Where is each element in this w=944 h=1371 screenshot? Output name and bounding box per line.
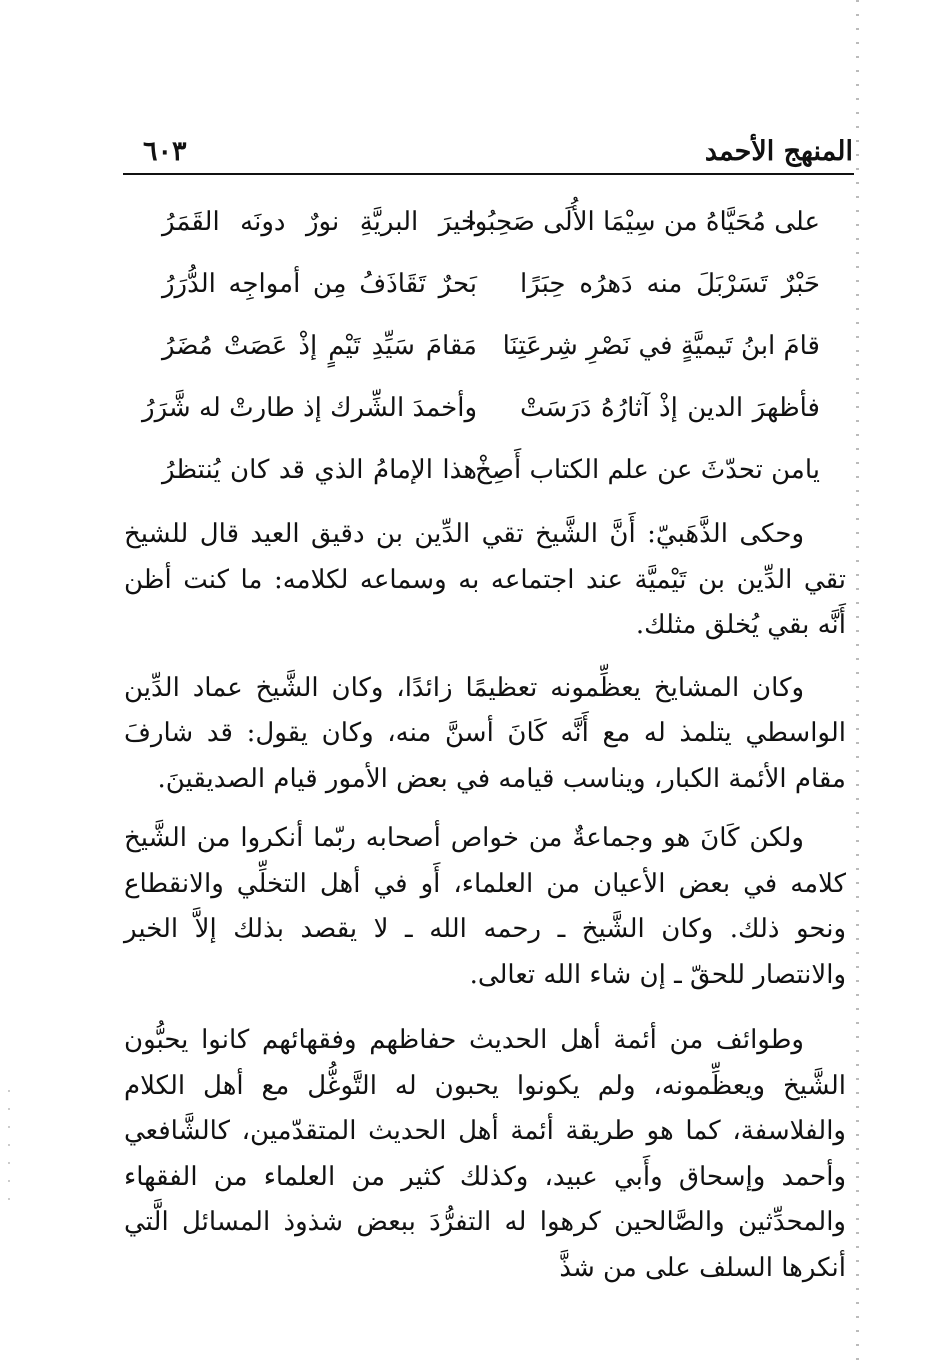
poem-verse <box>150 196 830 258</box>
poem-verse <box>150 320 830 382</box>
body-text <box>124 512 846 1308</box>
paragraph: ولكن كَانَ هو وجماعةٌ من خواص أصحابه ربّما أنكروا من الشَّيخ كلامه في بعض الأعيان من العلماء، أَو في أهل التخلِّي والانقطاع ونحو ذلك. وكان الشَّيخ ـ رحمه الله ـ لا يقصد بذلك إلاَّ الخير والانتصار للحقّ ـ إن شاء الله تعالى. <box>124 823 846 990</box>
verse-second-hemistich: وأخمدَ الشِّرك إذ طارتْ له شَّرَرُ <box>142 393 477 423</box>
left-margin-specks <box>8 1090 10 1210</box>
verse-first-hemistich: قامَ ابنُ تَيميَّةٍ في نَصْرِ شِرعَتِنَا <box>502 331 820 361</box>
verse-second-hemistich: مَقامَ سَيِّدِ تَيْمٍ إذْ عَصَتْ مُضَرُ <box>162 331 477 361</box>
verse-first-hemistich: على مُحَيَّاهُ من سِيْمَا الأُلَى صَحِبُوا <box>467 207 820 237</box>
poem <box>142 196 830 506</box>
margin-dotted-line <box>856 0 859 1371</box>
paragraph: وحكى الذَّهَبيّ: أَنَّ الشَّيخ تقي الدِّين بن دقيق العيد قال للشيخ تقي الدِّين بن تَيْميَّة عند اجتماعه به وسماعه لكلامه: ما كنت أظن أَنَّه بقي يُخلق مثلك. <box>124 519 846 640</box>
page-header <box>123 134 853 174</box>
verse-first-hemistich: فأظهرَ الدين إذْ آثارُهُ دَرَسَتْ <box>520 393 820 423</box>
running-title: المنهج الأحمد <box>704 136 853 167</box>
verse-second-hemistich: هذا الإمامُ الذي قد كان يُنتظرُ <box>162 455 477 485</box>
paragraph: وكان المشايخ يعظِّمونه تعظيمًا زائدًا، وكان الشَّيخ عماد الدِّين الواسطي يتلمذ له مع أَنَّه كَانَ أسنَّ منه، وكان يقول: قد شارفَ مقام الأئمة الكبار، ويناسب قيامه في بعض الأمور قيام الصديقينَ. <box>124 672 846 794</box>
header-rule <box>123 173 854 175</box>
poem-verse <box>142 382 830 444</box>
verse-second-hemistich: بَحرٌ تَقَاذَفُ مِن أمواجِه الدُّرَرُ <box>162 269 477 299</box>
verse-first-hemistich: يامن تحدّثَ عن علم الكتاب أَصِخْ <box>475 455 820 485</box>
verse-second-hemistich: خيرَ البريَّةِ نورٌ دونَه القَمَرُ <box>162 207 477 237</box>
page-number: ٦٠٣ <box>143 136 187 167</box>
verse-first-hemistich: حَبْرٌ تَسَرْبَلَ منه دَهرُه حِبَرًا <box>520 269 820 299</box>
poem-verse <box>150 444 830 506</box>
paragraph: وطوائف من أئمة أهل الحديث حفاظهم وفقهائهم كانوا يحبُّون الشَّيخ ويعظِّمونه، ولم يكونوا يحبون له التَّوغُّل مع أهل الكلام والفلاسفة، كما هو طريقة أئمة أهل الحديث المتقدّمين، كالشَّافعي وأحمد وإسحاق وأَبي عبيد، وكذلك كثير من العلماء من الفقهاء والمحدِّثين والصَّالحين كرهوا له التفرُّدَ ببعض شذوذ المسائل الَّتي أنكرها السلف على من شذَّ <box>124 1025 846 1283</box>
poem-verse <box>150 258 830 320</box>
